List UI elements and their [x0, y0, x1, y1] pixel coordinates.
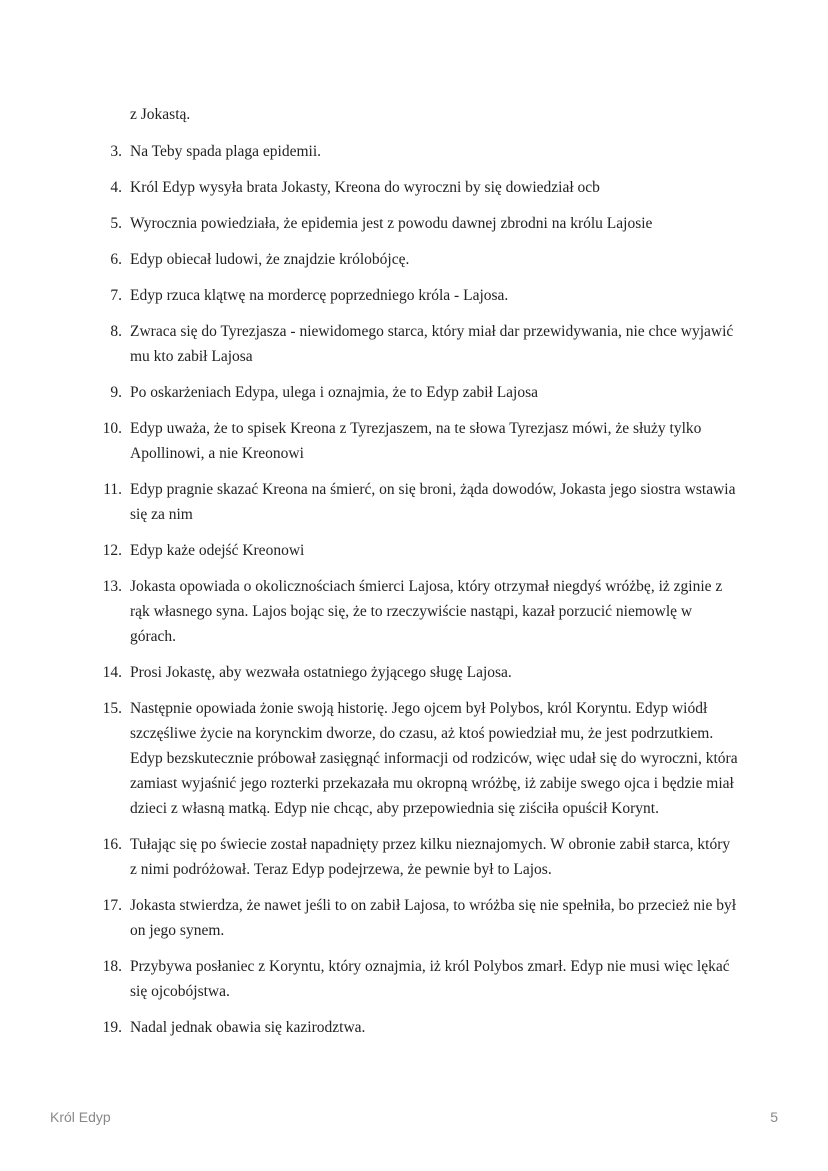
list-item — [0, 832, 828, 882]
item-number: 13. — [102, 578, 122, 595]
list-item — [0, 283, 828, 308]
item-text: Na Teby spada plaga epidemii. — [130, 143, 322, 160]
item-text: Nadal jednak obawia się kazirodztwa. — [130, 1019, 366, 1036]
item-number: 18. — [102, 958, 122, 975]
item-text: Edyp każe odejść Kreonowi — [130, 542, 305, 559]
item-number: 4. — [110, 179, 122, 196]
item-text: Tułając się po świecie został napadnięty przez kilku nieznajomych. W obronie zabił starca, który z nimi podróżował. Teraz Edyp podejrzewa, że pewnie był to Lajos. — [130, 836, 731, 878]
list-item — [0, 477, 828, 527]
list-item — [0, 538, 828, 563]
list-item — [0, 416, 828, 466]
item-text: Zwraca się do Tyrezjasza - niewidomego starca, który miał dar przewidywania, nie chce wyjawić mu kto zabił Lajosa — [130, 323, 734, 365]
list-item — [0, 696, 828, 821]
item-text: Edyp obiecał ludowi, że znajdzie królobójcę. — [130, 251, 410, 268]
item-number: 11. — [103, 481, 122, 498]
list-item — [0, 247, 828, 272]
continuation-line: z Jokastą. — [130, 106, 191, 123]
list-item — [0, 175, 828, 200]
item-number: 5. — [110, 215, 122, 232]
item-text: Król Edyp wysyła brata Jokasty, Kreona do wyroczni by się dowiedział ocb — [130, 179, 600, 196]
list-item — [0, 954, 828, 1004]
item-text: Jokasta stwierdza, że nawet jeśli to on zabił Lajosa, to wróżba się nie spełniła, bo przecież nie był on jego synem. — [130, 897, 737, 939]
event-list — [0, 139, 828, 1051]
item-number: 15. — [102, 700, 122, 717]
item-text: Edyp pragnie skazać Kreona na śmierć, on się broni, żąda dowodów, Jokasta jego siostra wstawia się za nim — [130, 481, 736, 523]
list-item — [0, 1015, 828, 1040]
list-item — [0, 319, 828, 369]
item-text: Edyp rzuca klątwę na mordercę poprzedniego króla - Lajosa. — [130, 287, 509, 304]
item-number: 16. — [102, 836, 122, 853]
item-text: Następnie opowiada żonie swoją historię. Jego ojcem był Polybos, król Koryntu. Edyp wiódł szczęśliwe życie na korynckim dworze, do czasu, aż ktoś powiedział mu, że jest podrzutkiem. Edyp bezskutecznie próbował zasięgnąć informacji od rodziców, więc udał się do wyroczni, która zamiast wyjaśnić jego rozterki przekazała mu okropną wróżbę, iż zabije swego ojca i będzie miał dzieci z własną matką. Edyp nie chcąc, aby przepowiednia się ziściła opuścił Korynt. — [130, 700, 738, 817]
item-number: 12. — [102, 542, 122, 559]
list-item — [0, 893, 828, 943]
item-text: Przybywa posłaniec z Koryntu, który oznajmia, iż król Polybos zmarł. Edyp nie musi więc lękać się ojcobójstwa. — [130, 958, 730, 1000]
item-text: Jokasta opowiada o okolicznościach śmierci Lajosa, który otrzymał niegdyś wróżbę, iż zginie z rąk własnego syna. Lajos bojąc się, że to rzeczywiście nastąpi, kazał porzucić niemowlę w górach. — [130, 578, 723, 645]
item-number: 10. — [102, 420, 122, 437]
item-number: 14. — [102, 664, 122, 681]
item-number: 8. — [110, 323, 122, 340]
item-number: 6. — [110, 251, 122, 268]
item-number: 17. — [102, 897, 122, 914]
list-item — [0, 574, 828, 649]
item-number: 7. — [110, 287, 122, 304]
item-text: Wyrocznia powiedziała, że epidemia jest z powodu dawnej zbrodni na królu Lajosie — [130, 215, 653, 232]
item-text: Po oskarżeniach Edypa, ulega i oznajmia, że to Edyp zabił Lajosa — [130, 384, 539, 401]
footer-page-number: 5 — [770, 1109, 778, 1125]
list-item — [0, 211, 828, 236]
list-item — [0, 660, 828, 685]
item-number: 9. — [110, 384, 122, 401]
item-text: Prosi Jokastę, aby wezwała ostatniego żyjącego sługę Lajosa. — [130, 664, 512, 681]
item-number: 19. — [102, 1019, 122, 1036]
item-number: 3. — [110, 143, 122, 160]
footer-document-title: Król Edyp — [50, 1109, 111, 1125]
list-item — [0, 380, 828, 405]
list-item — [0, 139, 828, 164]
item-text: Edyp uważa, że to spisek Kreona z Tyrezjaszem, na te słowa Tyrezjasz mówi, że służy tylko Apollinowi, a nie Kreonowi — [130, 420, 702, 462]
